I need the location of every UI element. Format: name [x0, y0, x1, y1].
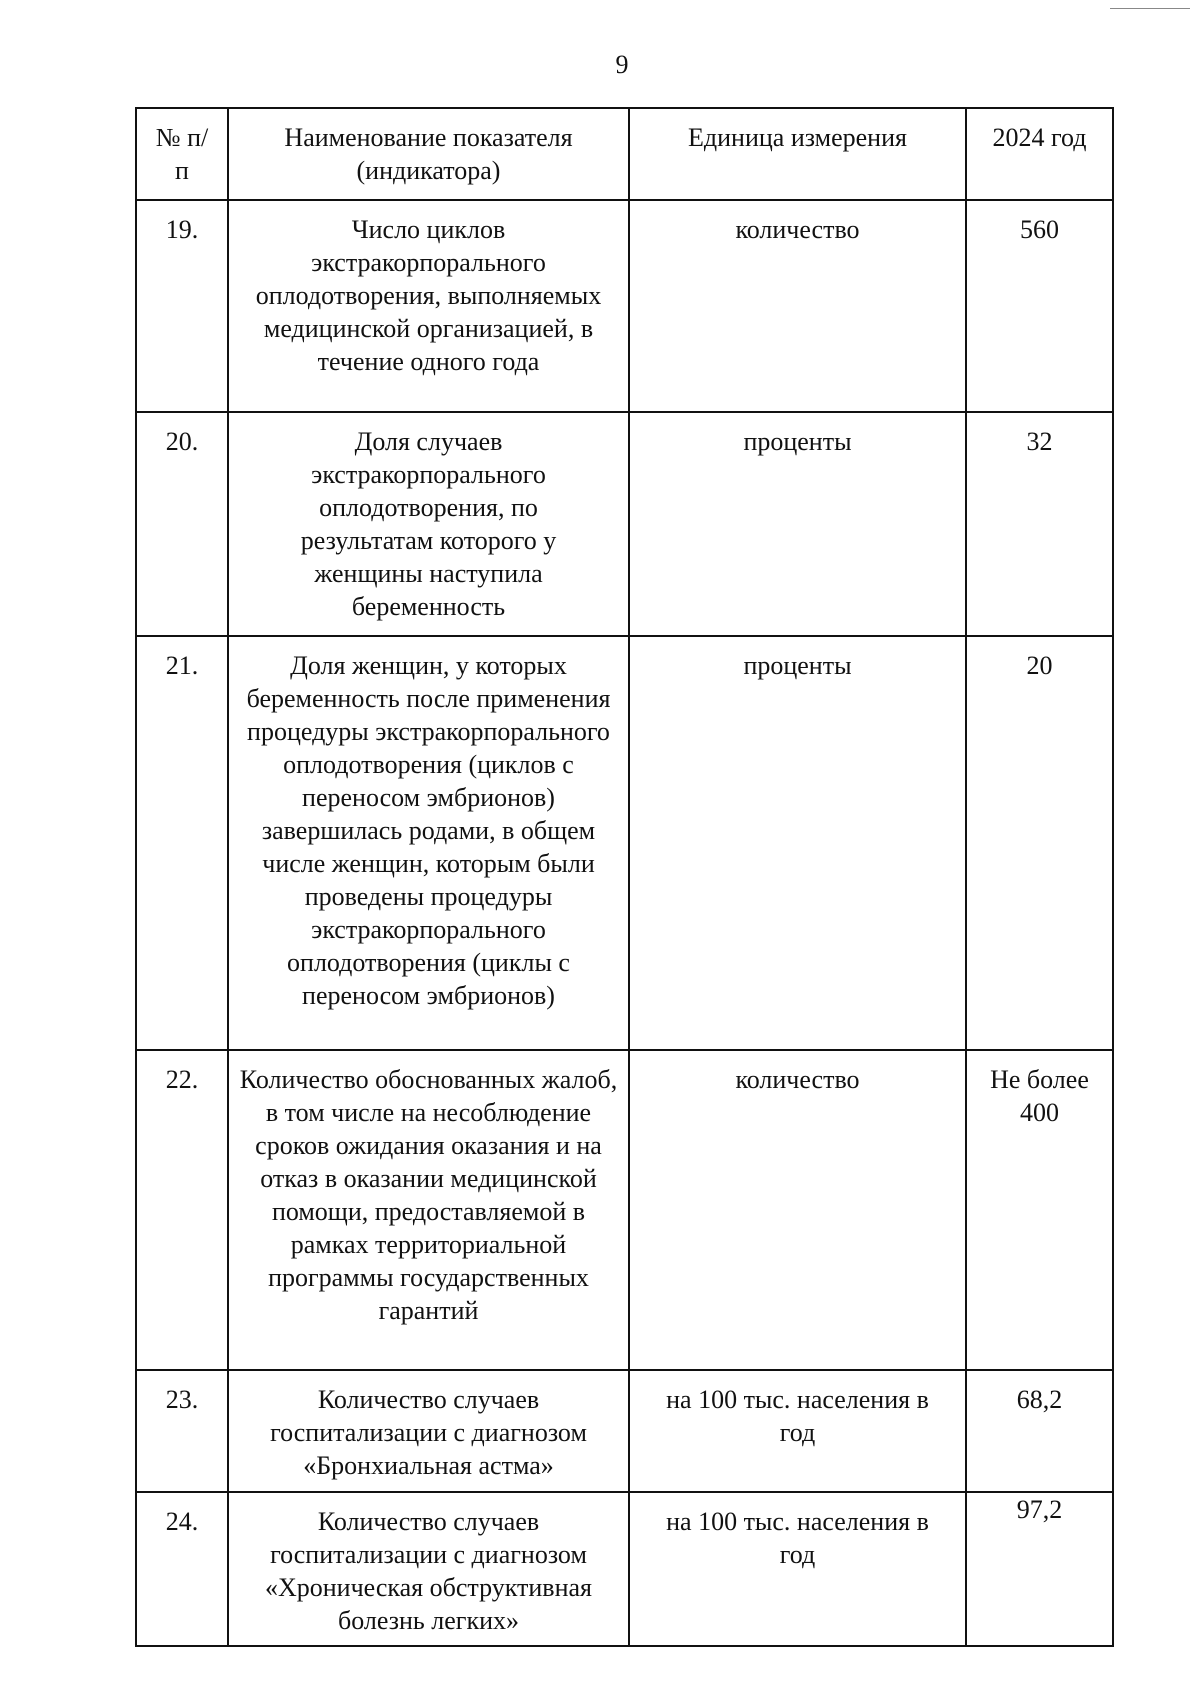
table-row [136, 1370, 1113, 1492]
row-value: 68,2 [966, 1370, 1113, 1492]
header-number: № п/п [136, 108, 228, 200]
row-number: 21. [136, 636, 228, 1050]
row-name: Доля случаев экстракорпорального оплодотворения, по результатам которого у женщины наступила беременность [228, 412, 629, 636]
row-unit: на 100 тыс. населения в год [629, 1370, 966, 1492]
row-value: 560 [966, 200, 1113, 412]
row-number: 24. [136, 1492, 228, 1646]
row-name: Количество обоснованных жалоб, в том числе на несоблюдение сроков ожидания оказания и на отказ в оказании медицинской помощи, предоставляемой в рамках территориальной программы государственных гарантий [228, 1050, 629, 1370]
table-row [136, 1050, 1113, 1370]
row-name: Количество случаев госпитализации с диагнозом «Бронхиальная астма» [228, 1370, 629, 1492]
row-number: 19. [136, 200, 228, 412]
table-row [136, 636, 1113, 1050]
row-unit: на 100 тыс. населения в год [629, 1492, 966, 1646]
row-value: 97,2 [966, 1492, 1113, 1646]
table-row [136, 1492, 1113, 1646]
table-row [136, 412, 1113, 636]
row-number: 20. [136, 412, 228, 636]
page-number: 9 [615, 50, 629, 79]
header-name: Наименование показателя (индикатора) [228, 108, 629, 200]
row-value: 20 [966, 636, 1113, 1050]
row-number: 22. [136, 1050, 228, 1370]
row-name: Число циклов экстракорпорального оплодотворения, выполняемых медицинской организацией, в течение одного года [228, 200, 629, 412]
row-value: 32 [966, 412, 1113, 636]
row-number: 23. [136, 1370, 228, 1492]
row-unit: проценты [629, 412, 966, 636]
scan-edge-line [1110, 8, 1190, 9]
row-unit: количество [629, 200, 966, 412]
indicators-table [135, 107, 1114, 1647]
table-header-row [136, 108, 1113, 200]
row-name: Доля женщин, у которых беременность после применения процедуры экстракорпорального оплодотворения (циклов с переносом эмбрионов) завершилась родами, в общем числе женщин, которым были проведены процедуры экстракорпорального оплодотворения (циклы с переносом эмбрионов) [228, 636, 629, 1050]
row-name: Количество случаев госпитализации с диагнозом «Хроническая обструктивная болезнь легких» [228, 1492, 629, 1646]
row-unit: количество [629, 1050, 966, 1370]
header-unit: Единица измерения [629, 108, 966, 200]
row-unit: проценты [629, 636, 966, 1050]
table-row [136, 200, 1113, 412]
header-value: 2024 год [966, 108, 1113, 200]
row-value: Не более 400 [966, 1050, 1113, 1370]
